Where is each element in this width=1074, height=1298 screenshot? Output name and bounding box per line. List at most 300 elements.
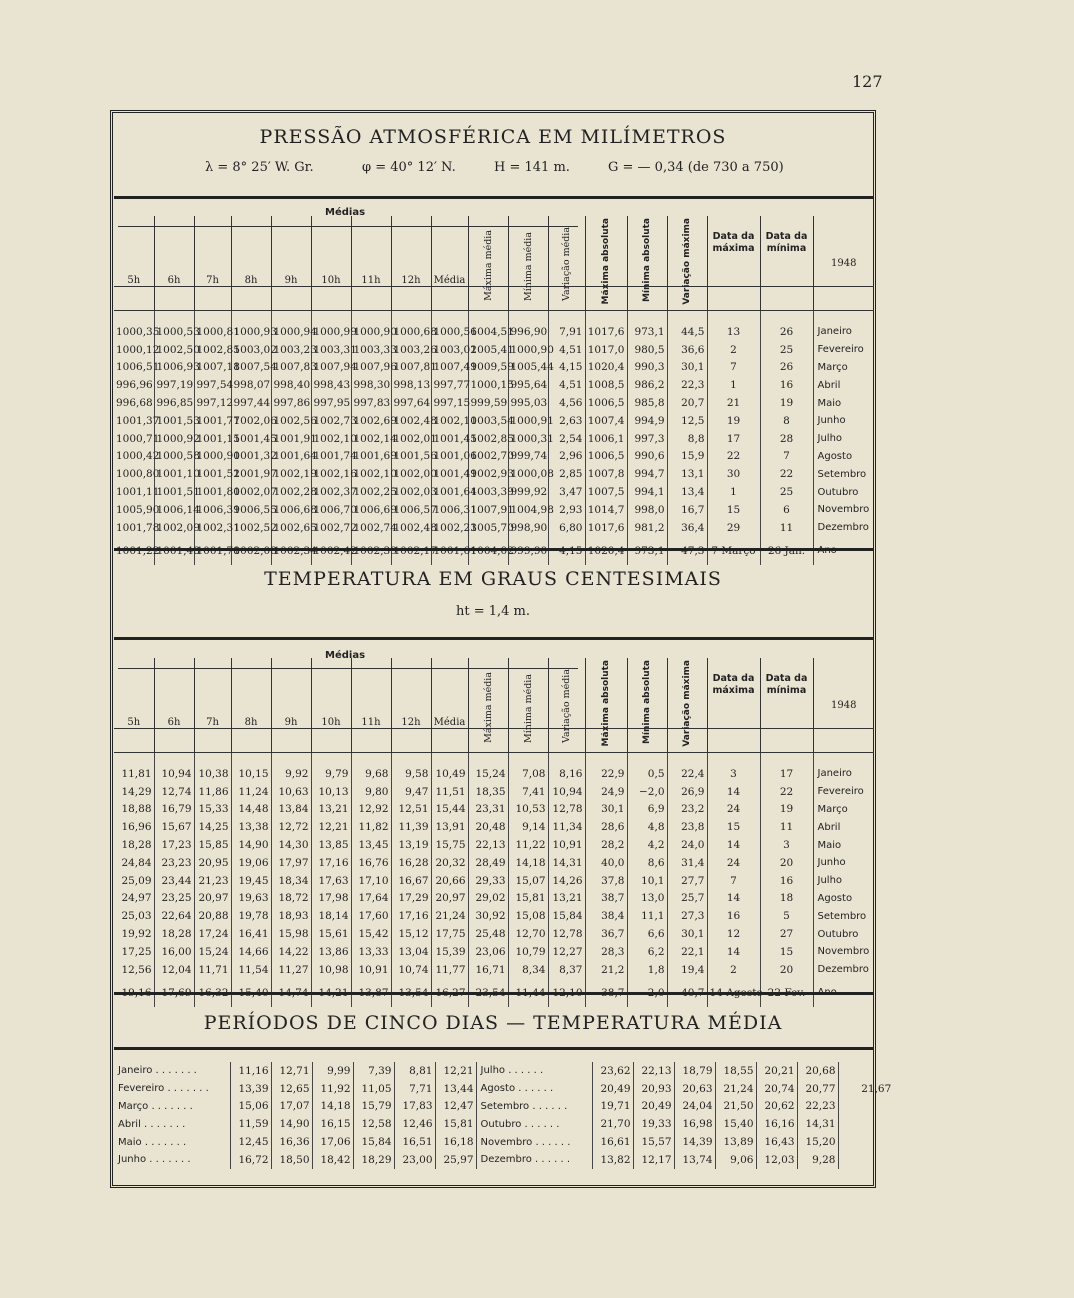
table-cell: 17,97 <box>271 854 311 872</box>
table-cell: 1006,70 <box>311 501 351 519</box>
table-cell: 11,27 <box>271 961 311 979</box>
table-cell: 16,76 <box>351 854 391 872</box>
temperature-param-height: ht = 1,4 m. <box>456 604 531 619</box>
table-cell: 1017,6 <box>585 519 627 537</box>
month-label: Ano <box>813 537 874 565</box>
temperature-header-label: 1948 <box>831 700 857 711</box>
table-cell: 22,1 <box>667 943 707 961</box>
table-cell: 30 <box>707 465 760 483</box>
table-cell: 973,1 <box>627 537 667 565</box>
pressure-header-13 <box>627 216 667 311</box>
table-cell: 18,93 <box>271 907 311 925</box>
table-cell: 1005,70 <box>468 519 508 537</box>
table-cell: 13,38 <box>231 818 271 836</box>
temperature-medias-label: Médias <box>325 650 366 661</box>
table-cell: 19,71 <box>592 1098 633 1116</box>
five-day-row <box>114 1080 914 1098</box>
table-cell: 1000,81 <box>194 323 231 341</box>
table-row <box>114 412 874 430</box>
table-cell: 37,8 <box>585 872 627 890</box>
table-cell: 1002,70 <box>468 448 508 466</box>
table-cell: 12,56 <box>121 963 152 976</box>
pressure-header-label: 11h <box>361 275 381 286</box>
table-cell: 998,40 <box>271 376 311 394</box>
pressure-table <box>114 216 874 565</box>
table-cell: 13,39 <box>230 1080 271 1098</box>
table-cell: 1001,69 <box>351 448 391 466</box>
table-cell: 14,90 <box>231 836 271 854</box>
table-cell: 998,0 <box>627 501 667 519</box>
table-cell: 16,51 <box>394 1133 435 1151</box>
table-cell: 998,30 <box>351 376 391 394</box>
temperature-header-label: Máxima média <box>482 672 494 743</box>
table-cell: 1000,94 <box>271 323 311 341</box>
table-cell: 1002,10 <box>351 465 391 483</box>
table-cell: 10,91 <box>351 961 391 979</box>
table-cell: 11 <box>760 818 813 836</box>
temperature-header-label: 6h <box>167 717 181 728</box>
table-cell: 15,98 <box>271 925 311 943</box>
table-cell: 15,84 <box>548 907 585 925</box>
table-cell: 24,0 <box>667 836 707 854</box>
five-day-row <box>114 1151 914 1169</box>
table-cell: 24,84 <box>121 856 152 869</box>
table-cell: 1002,48 <box>391 412 431 430</box>
table-cell: 1000,31 <box>508 430 548 448</box>
table-cell: 1002,69 <box>351 412 391 430</box>
five-day-table <box>114 1062 914 1169</box>
table-cell: 20,63 <box>674 1080 715 1098</box>
table-cell: 15,44 <box>431 801 468 819</box>
table-cell: 1004,98 <box>508 501 548 519</box>
table-cell: 1000,99 <box>311 323 351 341</box>
table-cell: 24,97 <box>121 892 152 905</box>
table-cell: 14 Agosto <box>707 979 760 1007</box>
temperature-header-14 <box>667 658 707 753</box>
table-cell: 1006,14 <box>154 501 194 519</box>
table-cell: 1007,18 <box>194 359 231 377</box>
table-cell: 8,34 <box>508 961 548 979</box>
table-cell: 13,45 <box>351 836 391 854</box>
pressure-header-7 <box>391 216 431 311</box>
table-row <box>114 394 874 412</box>
table-cell: 17,69 <box>154 979 194 1007</box>
table-cell: 10,94 <box>548 783 585 801</box>
table-cell: 12,72 <box>271 818 311 836</box>
temperature-header-6 <box>351 658 391 753</box>
month-label: Novembro . . . . . . <box>476 1133 592 1151</box>
table-cell: 7,71 <box>394 1080 435 1098</box>
table-row <box>114 765 874 783</box>
table-cell: 1001,78 <box>194 537 231 565</box>
table-cell: 17,10 <box>351 872 391 890</box>
table-cell: 12,04 <box>154 961 194 979</box>
table-cell: 1000,53 <box>154 323 194 341</box>
table-cell: 9,28 <box>797 1151 838 1169</box>
table-cell: 11,71 <box>194 961 231 979</box>
table-cell: 10,53 <box>508 801 548 819</box>
table-cell: 1002,17 <box>391 537 431 565</box>
table-cell: 995,64 <box>508 376 548 394</box>
table-cell: 28,49 <box>468 854 508 872</box>
table-cell: 990,3 <box>627 359 667 377</box>
table-cell: 13,4 <box>667 483 707 501</box>
table-cell: 1000,90 <box>351 323 391 341</box>
table-cell: 30,1 <box>667 925 707 943</box>
table-cell: 1006,5 <box>585 394 627 412</box>
pressure-header-label: Variação média <box>561 226 572 301</box>
pressure-header-4 <box>271 216 311 311</box>
table-cell: 1,8 <box>627 961 667 979</box>
table-cell: 7,41 <box>508 783 548 801</box>
temperature-header-label: 10h <box>321 717 341 728</box>
table-cell: 5 <box>760 907 813 925</box>
table-cell: 1001,51 <box>154 483 194 501</box>
table-cell: 1002,07 <box>231 483 271 501</box>
table-cell: 38,7 <box>585 979 627 1007</box>
temperature-header-4 <box>271 658 311 753</box>
table-cell: 13,82 <box>592 1151 633 1169</box>
table-cell: 36,7 <box>585 925 627 943</box>
table-cell: 15,81 <box>435 1115 476 1133</box>
table-cell: 12,17 <box>633 1151 674 1169</box>
table-cell: 20,74 <box>756 1080 797 1098</box>
table-cell: 1000,12 <box>116 343 160 356</box>
table-cell: 12,45 <box>230 1133 271 1151</box>
table-cell: 13,21 <box>548 890 585 908</box>
table-cell: 14,18 <box>508 854 548 872</box>
table-cell: 986,2 <box>627 376 667 394</box>
table-cell: −2,0 <box>627 979 667 1007</box>
table-cell: 1007,94 <box>311 359 351 377</box>
temperature-header-label: Máxima absoluta <box>601 660 611 747</box>
table-row <box>114 854 874 872</box>
table-cell: 15,85 <box>194 836 231 854</box>
pressure-header-0 <box>114 216 154 311</box>
temperature-header-label: Média <box>433 717 466 728</box>
table-cell: 11,39 <box>391 818 431 836</box>
five-day-row <box>114 1062 914 1080</box>
table-cell: 13,89 <box>715 1133 756 1151</box>
table-cell: 998,13 <box>391 376 431 394</box>
pressure-header-label: 6h <box>167 275 181 286</box>
table-cell: 997,44 <box>231 394 271 412</box>
table-cell: 1007,5 <box>585 483 627 501</box>
table-cell: 998,07 <box>231 376 271 394</box>
temperature-header-label: 7h <box>206 717 219 728</box>
table-cell: 11,92 <box>312 1080 353 1098</box>
table-cell: 1006,69 <box>351 501 391 519</box>
temperature-header-5 <box>311 658 351 753</box>
table-cell: 1001,97 <box>231 465 271 483</box>
table-cell: 23,25 <box>154 890 194 908</box>
table-cell: 14,31 <box>797 1115 838 1133</box>
table-cell: 1007,54 <box>231 359 271 377</box>
pressure-header-label: Data da mínima <box>765 231 808 254</box>
table-cell: 13,44 <box>435 1080 476 1098</box>
table-cell: 1009,59 <box>468 359 508 377</box>
table-cell: 1002,65 <box>271 519 311 537</box>
table-cell: 980,5 <box>627 341 667 359</box>
table-cell: 1001,64 <box>431 483 468 501</box>
table-cell: 9,79 <box>311 765 351 783</box>
pressure-header-5 <box>311 216 351 311</box>
annual-mean-value: 21,67 <box>838 1080 914 1098</box>
temperature-header-11 <box>548 658 585 753</box>
table-cell: 17,60 <box>351 907 391 925</box>
table-cell: 20,97 <box>194 890 231 908</box>
table-cell: 985,8 <box>627 394 667 412</box>
table-cell: 999,90 <box>508 537 548 565</box>
table-cell: 22,13 <box>633 1062 674 1080</box>
table-cell: 17 <box>760 765 813 783</box>
pressure-header-12 <box>585 216 627 311</box>
table-cell: 1006,31 <box>431 501 468 519</box>
month-label: Maio <box>813 394 874 412</box>
table-cell: 1006,5 <box>585 448 627 466</box>
temperature-header-7 <box>391 658 431 753</box>
table-cell: 6,2 <box>627 943 667 961</box>
table-cell: 18,50 <box>271 1151 312 1169</box>
month-label: Fevereiro <box>813 783 874 801</box>
table-cell: 16,79 <box>154 801 194 819</box>
table-cell: 21,50 <box>715 1098 756 1116</box>
table-cell: 1002,10 <box>311 430 351 448</box>
table-cell: 14,90 <box>271 1115 312 1133</box>
table-cell: 23,23 <box>154 854 194 872</box>
table-cell: 1006,93 <box>154 359 194 377</box>
month-label: Maio <box>813 836 874 854</box>
month-label: Outubro <box>813 925 874 943</box>
month-label: Fevereiro . . . . . . . <box>118 1083 209 1095</box>
temperature-header-16 <box>760 658 813 753</box>
month-label: Abril . . . . . . . <box>118 1118 186 1130</box>
table-cell: 20,32 <box>431 854 468 872</box>
table-cell: 14,74 <box>271 979 311 1007</box>
table-cell: 20,66 <box>431 872 468 890</box>
table-cell: 1000,15 <box>468 376 508 394</box>
table-cell: 21,2 <box>585 961 627 979</box>
table-row <box>114 359 874 377</box>
table-cell: 19 <box>760 394 813 412</box>
table-cell: 7,91 <box>548 323 585 341</box>
table-cell: 17,07 <box>271 1098 312 1116</box>
table-cell: 20,97 <box>431 890 468 908</box>
table-cell: 1003,31 <box>311 341 351 359</box>
table-cell: 12,74 <box>154 783 194 801</box>
table-cell: 12,78 <box>548 801 585 819</box>
month-label: Dezembro <box>813 961 874 979</box>
table-cell: 1002,09 <box>154 519 194 537</box>
table-cell: 22,64 <box>154 907 194 925</box>
table-cell: 994,1 <box>627 483 667 501</box>
table-cell: 2,85 <box>548 465 585 483</box>
month-label: Setembro . . . . . . <box>476 1098 592 1116</box>
table-cell: 998,43 <box>311 376 351 394</box>
table-cell: 997,83 <box>351 394 391 412</box>
table-cell: 1001,53 <box>154 412 194 430</box>
table-cell: 12,10 <box>548 979 585 1007</box>
table-cell: 15,07 <box>508 872 548 890</box>
month-label: Junho . . . . . . . <box>118 1154 191 1166</box>
pressure-param-gravity: G = — 0,34 (de 730 a 750) <box>608 160 784 175</box>
table-cell: 1002,52 <box>231 519 271 537</box>
month-label: Dezembro <box>813 519 874 537</box>
table-cell: 28 <box>760 430 813 448</box>
table-cell: 40,7 <box>667 979 707 1007</box>
temperature-header-label: 11h <box>361 717 381 728</box>
table-cell: 9,80 <box>351 783 391 801</box>
table-cell: 1002,37 <box>311 483 351 501</box>
pressure-header-label: 10h <box>321 275 341 286</box>
table-row <box>114 430 874 448</box>
pressure-bottom-rule <box>114 548 874 551</box>
table-cell: 997,95 <box>311 394 351 412</box>
table-cell: 1001,15 <box>194 430 231 448</box>
table-cell: 1002,03 <box>391 483 431 501</box>
pressure-header-9 <box>468 216 508 311</box>
table-cell: 8,16 <box>548 765 585 783</box>
table-cell: 17,83 <box>394 1098 435 1116</box>
table-cell <box>838 1115 914 1133</box>
table-cell: 14,48 <box>231 801 271 819</box>
table-cell: 999,59 <box>468 394 508 412</box>
table-cell: 26 <box>760 359 813 377</box>
table-cell: 28,2 <box>585 836 627 854</box>
table-cell: 20 <box>760 854 813 872</box>
table-cell: 25,03 <box>121 910 152 923</box>
table-cell: 20 <box>760 961 813 979</box>
table-cell: 15,06 <box>230 1098 271 1116</box>
pressure-header-label: 8h <box>244 275 258 286</box>
table-cell: 20,7 <box>667 394 707 412</box>
table-cell: 12,58 <box>353 1115 394 1133</box>
table-row <box>114 341 874 359</box>
table-cell: 17,23 <box>154 836 194 854</box>
table-cell: 1000,58 <box>154 448 194 466</box>
table-cell: 1000,68 <box>391 323 431 341</box>
pressure-header-17 <box>813 216 874 311</box>
table-cell: 9,14 <box>508 818 548 836</box>
pressure-header-label: Máxima absoluta <box>601 218 611 305</box>
table-cell: 9,06 <box>715 1151 756 1169</box>
table-cell: 1002,48 <box>391 519 431 537</box>
table-cell: 40,0 <box>585 854 627 872</box>
table-cell: 973,1 <box>627 323 667 341</box>
table-cell: 22,13 <box>468 836 508 854</box>
table-cell: 26 <box>760 323 813 341</box>
table-cell: 1001,52 <box>194 465 231 483</box>
table-cell: 997,3 <box>627 430 667 448</box>
temperature-header-label: 12h <box>401 717 421 728</box>
table-cell: 1002,39 <box>351 537 391 565</box>
table-cell: 997,86 <box>271 394 311 412</box>
table-cell: 1003,23 <box>271 341 311 359</box>
table-row <box>114 501 874 519</box>
table-row <box>114 836 874 854</box>
table-cell: 1001,80 <box>194 483 231 501</box>
table-cell: 16,71 <box>468 961 508 979</box>
table-cell: 23,06 <box>468 943 508 961</box>
table-cell: 25,7 <box>667 890 707 908</box>
temperature-header-label: 9h <box>284 717 298 728</box>
table-cell: 10,38 <box>194 765 231 783</box>
table-cell: 1 <box>707 376 760 394</box>
table-cell: 12,03 <box>756 1151 797 1169</box>
table-cell: 17,25 <box>121 945 152 958</box>
table-cell: 6,9 <box>627 801 667 819</box>
table-cell: 23,31 <box>468 801 508 819</box>
month-label: Abril <box>813 818 874 836</box>
temperature-header-3 <box>231 658 271 753</box>
table-cell: 1000,56 <box>431 323 468 341</box>
table-cell: 23,62 <box>592 1062 633 1080</box>
table-cell: 25,97 <box>435 1151 476 1169</box>
temperature-top-rule <box>114 637 874 640</box>
table-cell: 12,51 <box>391 801 431 819</box>
table-cell: 16,36 <box>271 1133 312 1151</box>
table-cell: 994,7 <box>627 465 667 483</box>
table-cell: 15,67 <box>154 818 194 836</box>
table-cell: 8,8 <box>667 430 707 448</box>
table-cell: 9,92 <box>271 765 311 783</box>
table-cell: 1000,42 <box>116 450 160 463</box>
table-cell: 16,72 <box>230 1151 271 1169</box>
pressure-top-rule <box>114 196 874 199</box>
pressure-header-label: Máxima média <box>482 230 494 301</box>
table-cell: 15,81 <box>508 890 548 908</box>
table-cell: −2,0 <box>627 783 667 801</box>
month-label: Janeiro . . . . . . . <box>118 1065 197 1077</box>
pressure-spacer-row <box>114 311 874 324</box>
table-cell: 22,23 <box>797 1098 838 1116</box>
table-cell: 11,86 <box>194 783 231 801</box>
table-cell: 16,67 <box>391 872 431 890</box>
pressure-header-label: Mínima média <box>522 231 534 301</box>
table-cell: 999,92 <box>508 483 548 501</box>
temperature-header-12 <box>585 658 627 753</box>
table-cell: 18,88 <box>121 803 152 816</box>
table-cell: 999,74 <box>508 448 548 466</box>
table-cell: 14,29 <box>121 785 152 798</box>
table-cell: 13,21 <box>311 801 351 819</box>
table-cell: 1004,02 <box>468 537 508 565</box>
table-row <box>114 943 874 961</box>
table-row <box>114 890 874 908</box>
table-cell: 28,3 <box>585 943 627 961</box>
temperature-table <box>114 658 874 1007</box>
table-cell: 17,29 <box>391 890 431 908</box>
pressure-header-3 <box>231 216 271 311</box>
table-cell: 2 <box>707 341 760 359</box>
table-cell: 19 <box>760 801 813 819</box>
pressure-title: PRESSÃO ATMOSFÉRICA EM MILÍMETROS <box>259 126 727 148</box>
table-cell: 1006,51 <box>116 361 160 374</box>
table-cell: 23,2 <box>667 801 707 819</box>
table-cell: 11,34 <box>548 818 585 836</box>
table-cell: 38,4 <box>585 907 627 925</box>
table-cell: 23,8 <box>667 818 707 836</box>
table-cell: 13,19 <box>391 836 431 854</box>
temperature-bottom-rule <box>114 992 874 995</box>
table-cell: 20,48 <box>468 818 508 836</box>
table-cell: 1001,11 <box>116 486 160 499</box>
table-cell: 14 <box>707 890 760 908</box>
table-cell: 1002,10 <box>431 412 468 430</box>
table-cell: 18,14 <box>311 907 351 925</box>
table-cell: 8,37 <box>548 961 585 979</box>
table-cell: 7,08 <box>508 765 548 783</box>
